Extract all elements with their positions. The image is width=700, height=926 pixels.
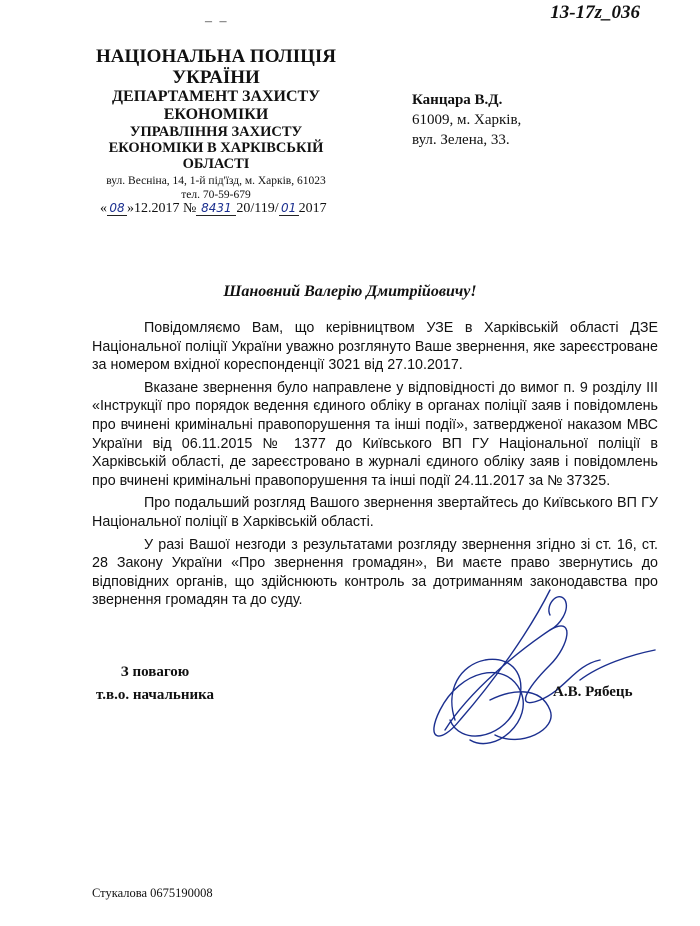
recipient-name: Канцара В.Д.: [412, 92, 503, 108]
issuer-address: вул. Весніна, 14, 1-й під'їзд, м. Харків, 61023: [106, 175, 326, 187]
corner-mark: – –: [205, 14, 229, 29]
issuer-line-1: НАЦІОНАЛЬНА ПОЛІЦІЯ: [96, 46, 336, 67]
body-paragraph-2: Вказане звернення було направлене у відповідності до вимог п. 9 розділу ІІІ «Інструкції про порядок ведення єдиного обліку в органах поліції заяв і повідомлень про вчинені кримінальні правопорушення та інші події», затвердженої наказом МВС України від 06.11.2015 № 1377 до Київського ВП ГУ Національної поліції в Харківській області, де зареєстровано в журналі єдиного обліку заяв і повідомлень про вчинені кримінальні правопорушення та інші події 24.11.2017 за № 37325.: [92, 379, 658, 489]
salutation: Шановний Валерію Дмитрійовичу!: [223, 283, 477, 300]
outref-year: 2017: [298, 201, 327, 216]
outref-open-quote: «: [100, 201, 107, 216]
outref-month-year: »12.2017 №: [127, 201, 197, 216]
issuer-line-2: УКРАЇНИ: [172, 67, 260, 88]
body-paragraph-1: Повідомляємо Вам, що керівництвом УЗЕ в Харківській області ДЗЕ Національної поліції України уважно розглянуто Ваше звернення, яке зареєстроване за номером вхідної кореспонденції 3021 від 27.10.2017.: [92, 320, 658, 374]
signer-name: А.В. Рябець: [553, 684, 633, 700]
issuer-line-4: ЕКОНОМІКИ: [163, 106, 269, 123]
outgoing-reference: [100, 201, 327, 217]
executor-contact: Стукалова 0675190008: [92, 886, 213, 900]
body-paragraph-3: Про подальший розгляд Вашого звернення звертайтесь до Київського ВП ГУ Національної поліції в Харківській області.: [92, 495, 658, 530]
recipient-address-line-2: вул. Зелена, 33.: [412, 132, 510, 148]
issuer-phone: тел. 70-59-679: [181, 189, 251, 201]
issuer-line-5: УПРАВЛІННЯ ЗАХИСТУ: [129, 124, 303, 140]
recipient-address-line-1: 61009, м. Харків,: [412, 112, 522, 128]
outref-index: 20/119/: [236, 201, 279, 216]
recipient-block: [412, 90, 521, 150]
issuer-line-3: ДЕПАРТАМЕНТ ЗАХИСТУ: [112, 88, 320, 105]
reference-code: 13-17z_036: [550, 2, 640, 23]
issuer-block: [66, 46, 366, 202]
signature-icon: [400, 570, 680, 770]
issuer-line-7: ОБЛАСТІ: [182, 156, 250, 172]
closing-position: т.в.о. начальника: [96, 687, 215, 703]
closing-regards: З повагою: [120, 664, 190, 680]
closing-block: [96, 661, 214, 707]
body-paragraph-4: У разі Вашої незгоди з результатами розгляду звернення згідно зі ст. 16, ст. 28 Закону України «Про звернення громадян», Ви маєте право звернутись до відповідних органів, що здійснюють контроль за дотриманням законодавства про звернення громадян та до суду.: [92, 536, 658, 609]
outref-number: 8431: [196, 201, 236, 216]
outref-index-suffix: 01: [279, 201, 299, 216]
issuer-line-6: ЕКОНОМІКИ В ХАРКІВСЬКІЙ: [108, 140, 324, 156]
outref-day: 08: [107, 201, 127, 216]
